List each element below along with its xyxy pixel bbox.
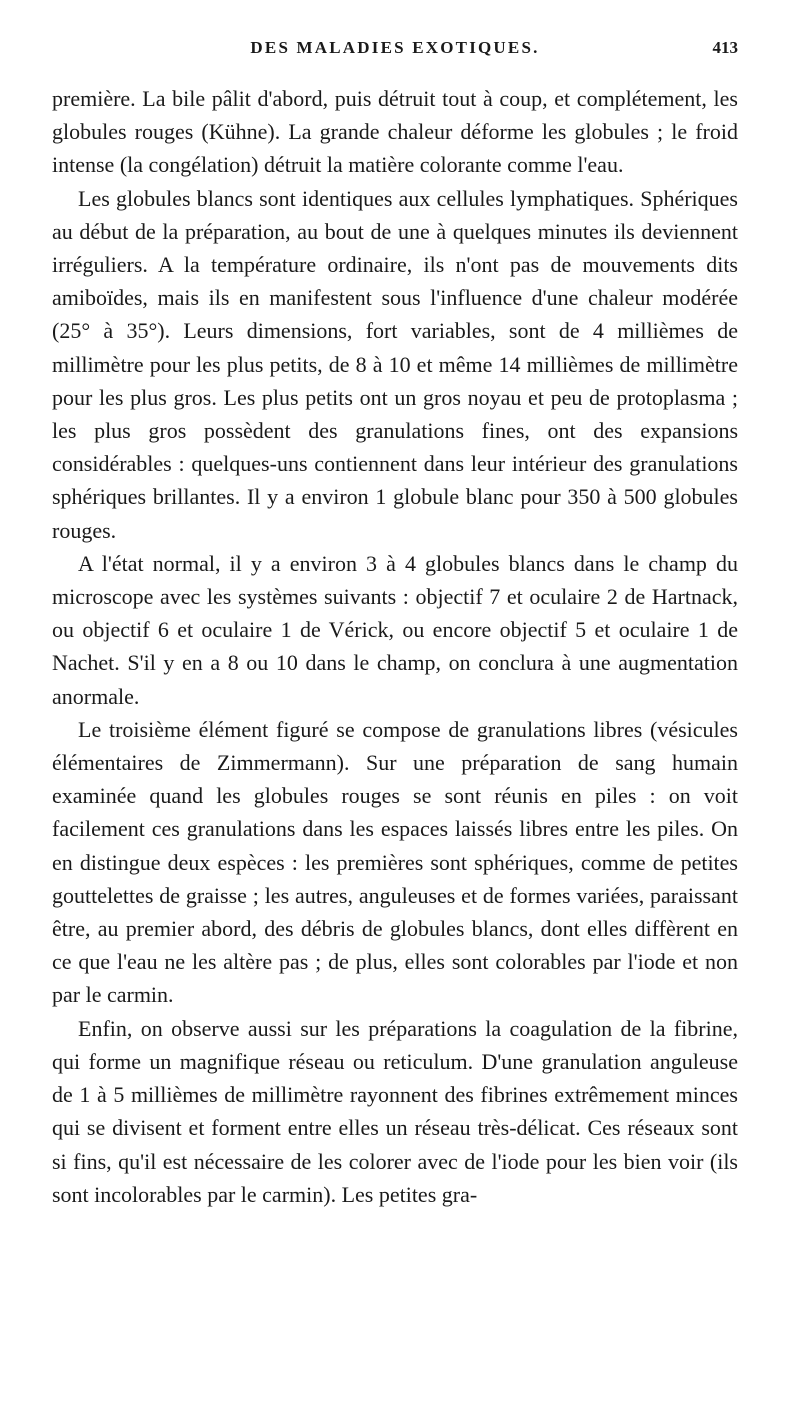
paragraph-2: Les globules blancs sont identiques aux cellules lymphatiques. Sphériques au début de la préparation, au bout de une à quelques minutes ils deviennent irréguliers. A la température ordinaire, ils n'ont pas de mouvements dits amiboïdes, mais ils en manifestent sous l'influence d'une chaleur modérée (25° à 35°). Leurs dimensions, fort variables, sont de 4 millièmes de millimètre pour les plus petits, de 8 à 10 et même 14 millièmes de millimètre pour les plus gros. Les plus petits ont un gros noyau et peu de protoplasma ; les plus gros possèdent des granulations fines, ont des expansions considérables : quelques-uns contiennent dans leur intérieur des granulations sphériques brillantes. Il y a environ 1 globule blanc pour 350 à 500 globules rouges.	[52, 185, 738, 543]
paragraph-4: Le troisième élément figuré se compose de granulations libres (vésicules élémentaires de Zimmermann). Sur une préparation de sang humain examinée quand les globules rouges se sont réunis en piles : on voit facilement ces granulations dans les espaces laissés libres entre les piles. On en distingue deux espèces : les premières sont sphériques, comme de petites gouttelettes de graisse ; les autres, anguleuses et de formes variées, paraissant être, au premier abord, des débris de globules blancs, dont elles diffèrent en ce que l'eau ne les altère pas ; de plus, elles sont colorables par l'iode et non par le carmin.	[52, 716, 738, 1008]
paragraph-1: première. La bile pâlit d'abord, puis détruit tout à coup, et complétement, les globules rouges (Kühne). La grande chaleur déforme les globules ; le froid intense (la congélation) détruit la matière colorante comme l'eau.	[52, 86, 738, 178]
paragraph-5: Enfin, on observe aussi sur les préparations la coagulation de la fibrine, qui forme un magnifique réseau ou reticulum. D'une granulation anguleuse de 1 à 5 millièmes de millimètre rayonnent des fibrines extrêmement minces qui se divisent et forment entre elles un réseau très-délicat. Ces réseaux sont si fins, qu'il est nécessaire de les colorer avec de l'iode pour les bien voir (ils sont incolorables par le carmin). Les petites gra-	[52, 1015, 738, 1207]
paragraph-3: A l'état normal, il y a environ 3 à 4 globules blancs dans le champ du microscope avec les systèmes suivants : objectif 7 et oculaire 2 de Hartnack, ou objectif 6 et oculaire 1 de Vérick, ou encore objectif 5 et oculaire 1 de Nachet. S'il y en a 8 ou 10 dans le champ, on conclura à une augmentation anormale.	[52, 550, 738, 709]
page-number: 413	[712, 38, 738, 57]
running-header	[52, 38, 738, 72]
body-text	[52, 82, 738, 1211]
book-page	[52, 38, 738, 1211]
running-title: DES MALADIES EXOTIQUES.	[250, 38, 540, 57]
